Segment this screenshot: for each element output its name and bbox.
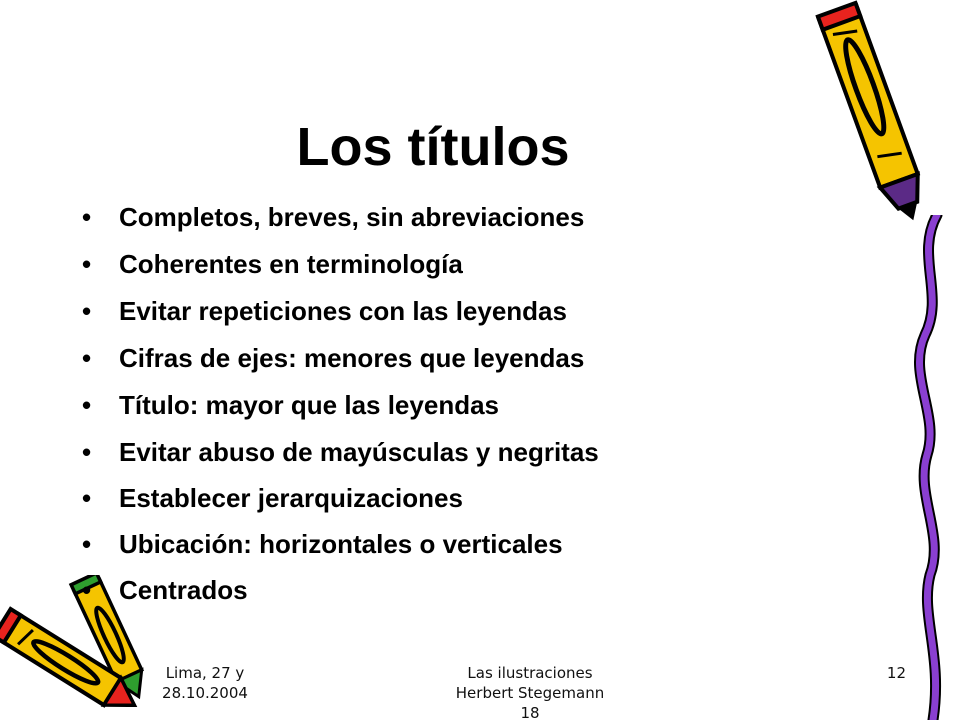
bullet-text: Evitar abuso de mayúsculas y negritas (119, 437, 599, 467)
bullet-dot-icon: • (82, 529, 92, 559)
bullet-text: Ubicación: horizontales o verticales (119, 529, 563, 559)
bullet-dot-icon: • (82, 483, 92, 513)
squiggle-line-decoration (885, 215, 960, 720)
bullet-item-7 (82, 475, 599, 521)
footer-center-line-2: Herbert Stegemann (455, 684, 605, 702)
footer-date-line-1: Lima, 27 y (165, 664, 245, 682)
bullet-dot-icon: • (82, 249, 92, 279)
bullet-dot-icon: • (82, 390, 92, 420)
footer-center-line-1: Las ilustraciones (467, 664, 593, 682)
bullet-item-8 (82, 521, 599, 567)
footer-date-line-2: 28.10.2004 (162, 684, 248, 702)
bullet-item-6 (82, 429, 599, 475)
bullet-dot-icon: • (82, 575, 92, 605)
bullet-dot-icon: • (82, 343, 92, 373)
slide-title: Los títulos (296, 117, 570, 177)
footer-center-line-3: 18 (520, 704, 540, 720)
bullet-dot-icon: • (82, 202, 92, 232)
bullet-text: Establecer jerarquizaciones (119, 483, 463, 513)
footer-presentation-info (430, 663, 630, 720)
bullet-list (82, 194, 599, 613)
bullet-text: Centrados (119, 575, 248, 605)
bullet-dot-icon: • (82, 437, 92, 467)
bullet-text: Título: mayor que las leyendas (119, 390, 499, 420)
bullet-item-4 (82, 335, 599, 382)
slide-number: 12 (886, 664, 906, 682)
bullet-text: Evitar repeticiones con las leyendas (119, 296, 567, 326)
footer-date (150, 663, 260, 703)
bullet-item-2 (82, 241, 599, 288)
bullet-item-1 (82, 194, 599, 241)
bullet-item-3 (82, 288, 599, 335)
bullet-item-9 (82, 567, 599, 613)
bullet-item-5 (82, 382, 599, 429)
bullet-text: Cifras de ejes: menores que leyendas (119, 343, 585, 373)
bullet-text: Completos, breves, sin abreviaciones (119, 202, 585, 232)
bullet-dot-icon: • (82, 296, 92, 326)
bullet-text: Coherentes en terminología (119, 249, 463, 279)
